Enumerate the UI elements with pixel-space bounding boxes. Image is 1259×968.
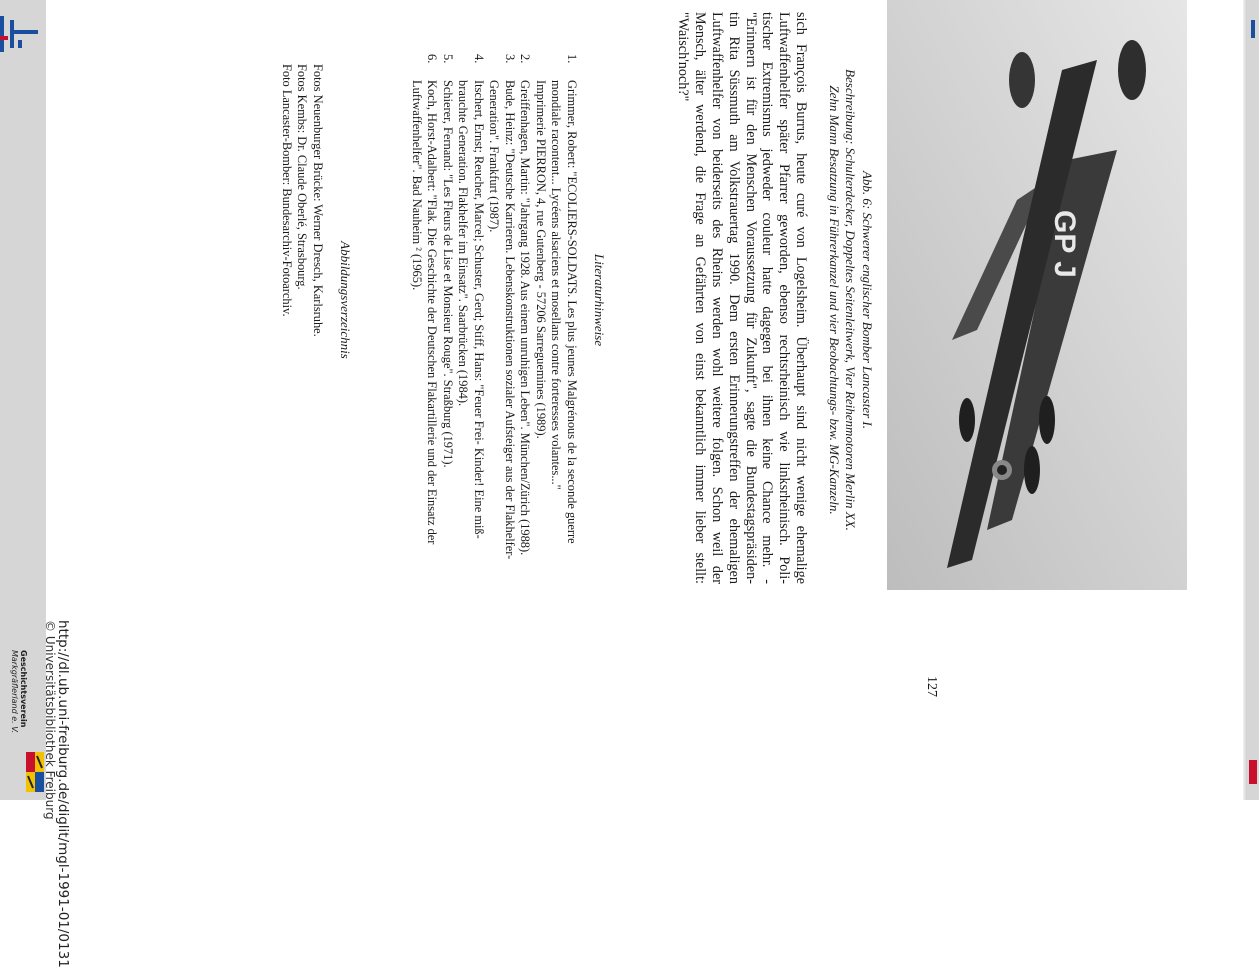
references-list <box>409 54 580 594</box>
caption-line: Beschreibung: Schulterdecker, Doppeltes Seitenleitwerk, Vier Reihenmotoren Merlin XX. <box>843 69 859 531</box>
credit-line: Foto Lancaster-Bomber: Bundesarchiv-Fotoarchiv. <box>280 64 294 317</box>
body-line: tin Rita Süssmuth am Volkstrauertag 1990. Dem ersten Erinnerungstreffen der ehemaligen <box>725 12 742 584</box>
society-logo[interactable] <box>4 650 44 800</box>
figures-heading: Abbildungsverzeichnis <box>338 241 353 359</box>
reference-item: 3. Bude, Heinz: "Deutsche Karrieren. Lebenskonstruktionen sozialer Aufsteiger aus der Flakhelfer- Generation". Frankfurt (1987). <box>487 54 517 560</box>
reference-item: 2. Greiffenhagen, Martin: "Jahrgang 1928. Aus einem unruhigen Leben". München/Zürich (1988). <box>518 54 533 556</box>
lancaster-bomber-photo <box>887 0 1187 590</box>
caption-line: Abb. 6: Schwerer englischer Bomber Lancaster I. <box>860 170 875 430</box>
reference-item: 1. Grimmer, Robert: "ECOLIERS-SOLDATS. Les plus jeunes Malgrénous de la seconde guerre mondiale racontent... Lycéens alsaciens et mosellans contre forteresses volantes..." Imprimerie PIERRON, 4, rue Gutenberg - 57206 Sarreguemines (1989). <box>534 54 579 544</box>
reference-item: 6. Koch, Horst-Adalbert: "Flak. Die Geschichte der Deutschen Flakartillerie und der Einsatz der Luftwaffenhelfer". Bad Nauheim ² (1965). <box>410 54 440 545</box>
body-line: "Waisch'noch?" <box>675 12 692 102</box>
society-name: Geschichtsverein Markgräflerland e. V. <box>10 650 28 734</box>
rotated-page-content <box>43 0 1247 968</box>
credit-line: Fotos Neuenburger Brücke: Werner Dresch, Karlsruhe. <box>311 64 325 337</box>
reference-item: 5. Schierer, Fernand: "Les Fleurs de Lise et Monsieur Rouge". Straßburg (1971). <box>441 54 455 468</box>
page-number: 127 <box>924 676 939 697</box>
body-line: Luftwaffenhelfer von beiderseits des Rheins werden wohl weitere folgen. Schon weil der <box>709 12 726 584</box>
caption-line: Zehn Mann Besatzung in Führerkanzel und vier Beobachtungs- bzw. MG-Kanzeln. <box>827 85 842 515</box>
body-paragraph <box>675 12 809 584</box>
photo-credits <box>279 64 326 564</box>
body-line: Luftwaffenhelfer später Pfarrer geworden, ebenso rechtsrheinisch wie linksrheinisch. Poli- <box>776 12 793 584</box>
reference-item: 4. Itschert, Ernst; Reucher, Marcel; Schuster, Gerd; Stiff, Hans: "Feuer Frei- Kinder! Eine miß- brauchte Generation. Flakhelfer im Einsatz". Saarbrücken (1984). <box>456 54 486 539</box>
copyright-notice: © Universitätsbibliothek Freiburg <box>43 620 57 820</box>
references-heading: Literaturhinweise <box>592 253 607 347</box>
figure-caption <box>826 20 876 580</box>
credit-line: Fotos Kembs: Dr. Claude Oberlé, Strasbourg. <box>295 64 310 290</box>
viewer-right-strip <box>1247 0 1259 800</box>
plane-code-label: GP J <box>1048 210 1081 278</box>
crest-icon <box>26 752 44 792</box>
right-logo-icon <box>1247 0 1259 800</box>
body-line: sich François Burrus, heute curé von Logelsheim. Überhaupt sind nicht wenige ehemalige <box>793 12 809 584</box>
source-url[interactable]: http://dl.ub.uni-freiburg.de/diglit/mgl-1991-01/0131 <box>55 620 71 968</box>
body-line: "Erinnern ist für den Menschen Voraussetzung für Zukunft", sagte die Bundestagspräsiden- <box>742 12 759 584</box>
document-page <box>43 0 1247 968</box>
university-logo-icon[interactable] <box>0 16 38 52</box>
body-line: Mensch, älter werdend, die Frage an Gefährten von einst bekanntlich immer lieber stellt: <box>692 12 709 584</box>
body-line: tischer Extremismus jedweder couleur hatte dagegen bei ihnen keine Chance mehr. - <box>759 12 776 584</box>
viewer-left-strip <box>0 0 46 800</box>
